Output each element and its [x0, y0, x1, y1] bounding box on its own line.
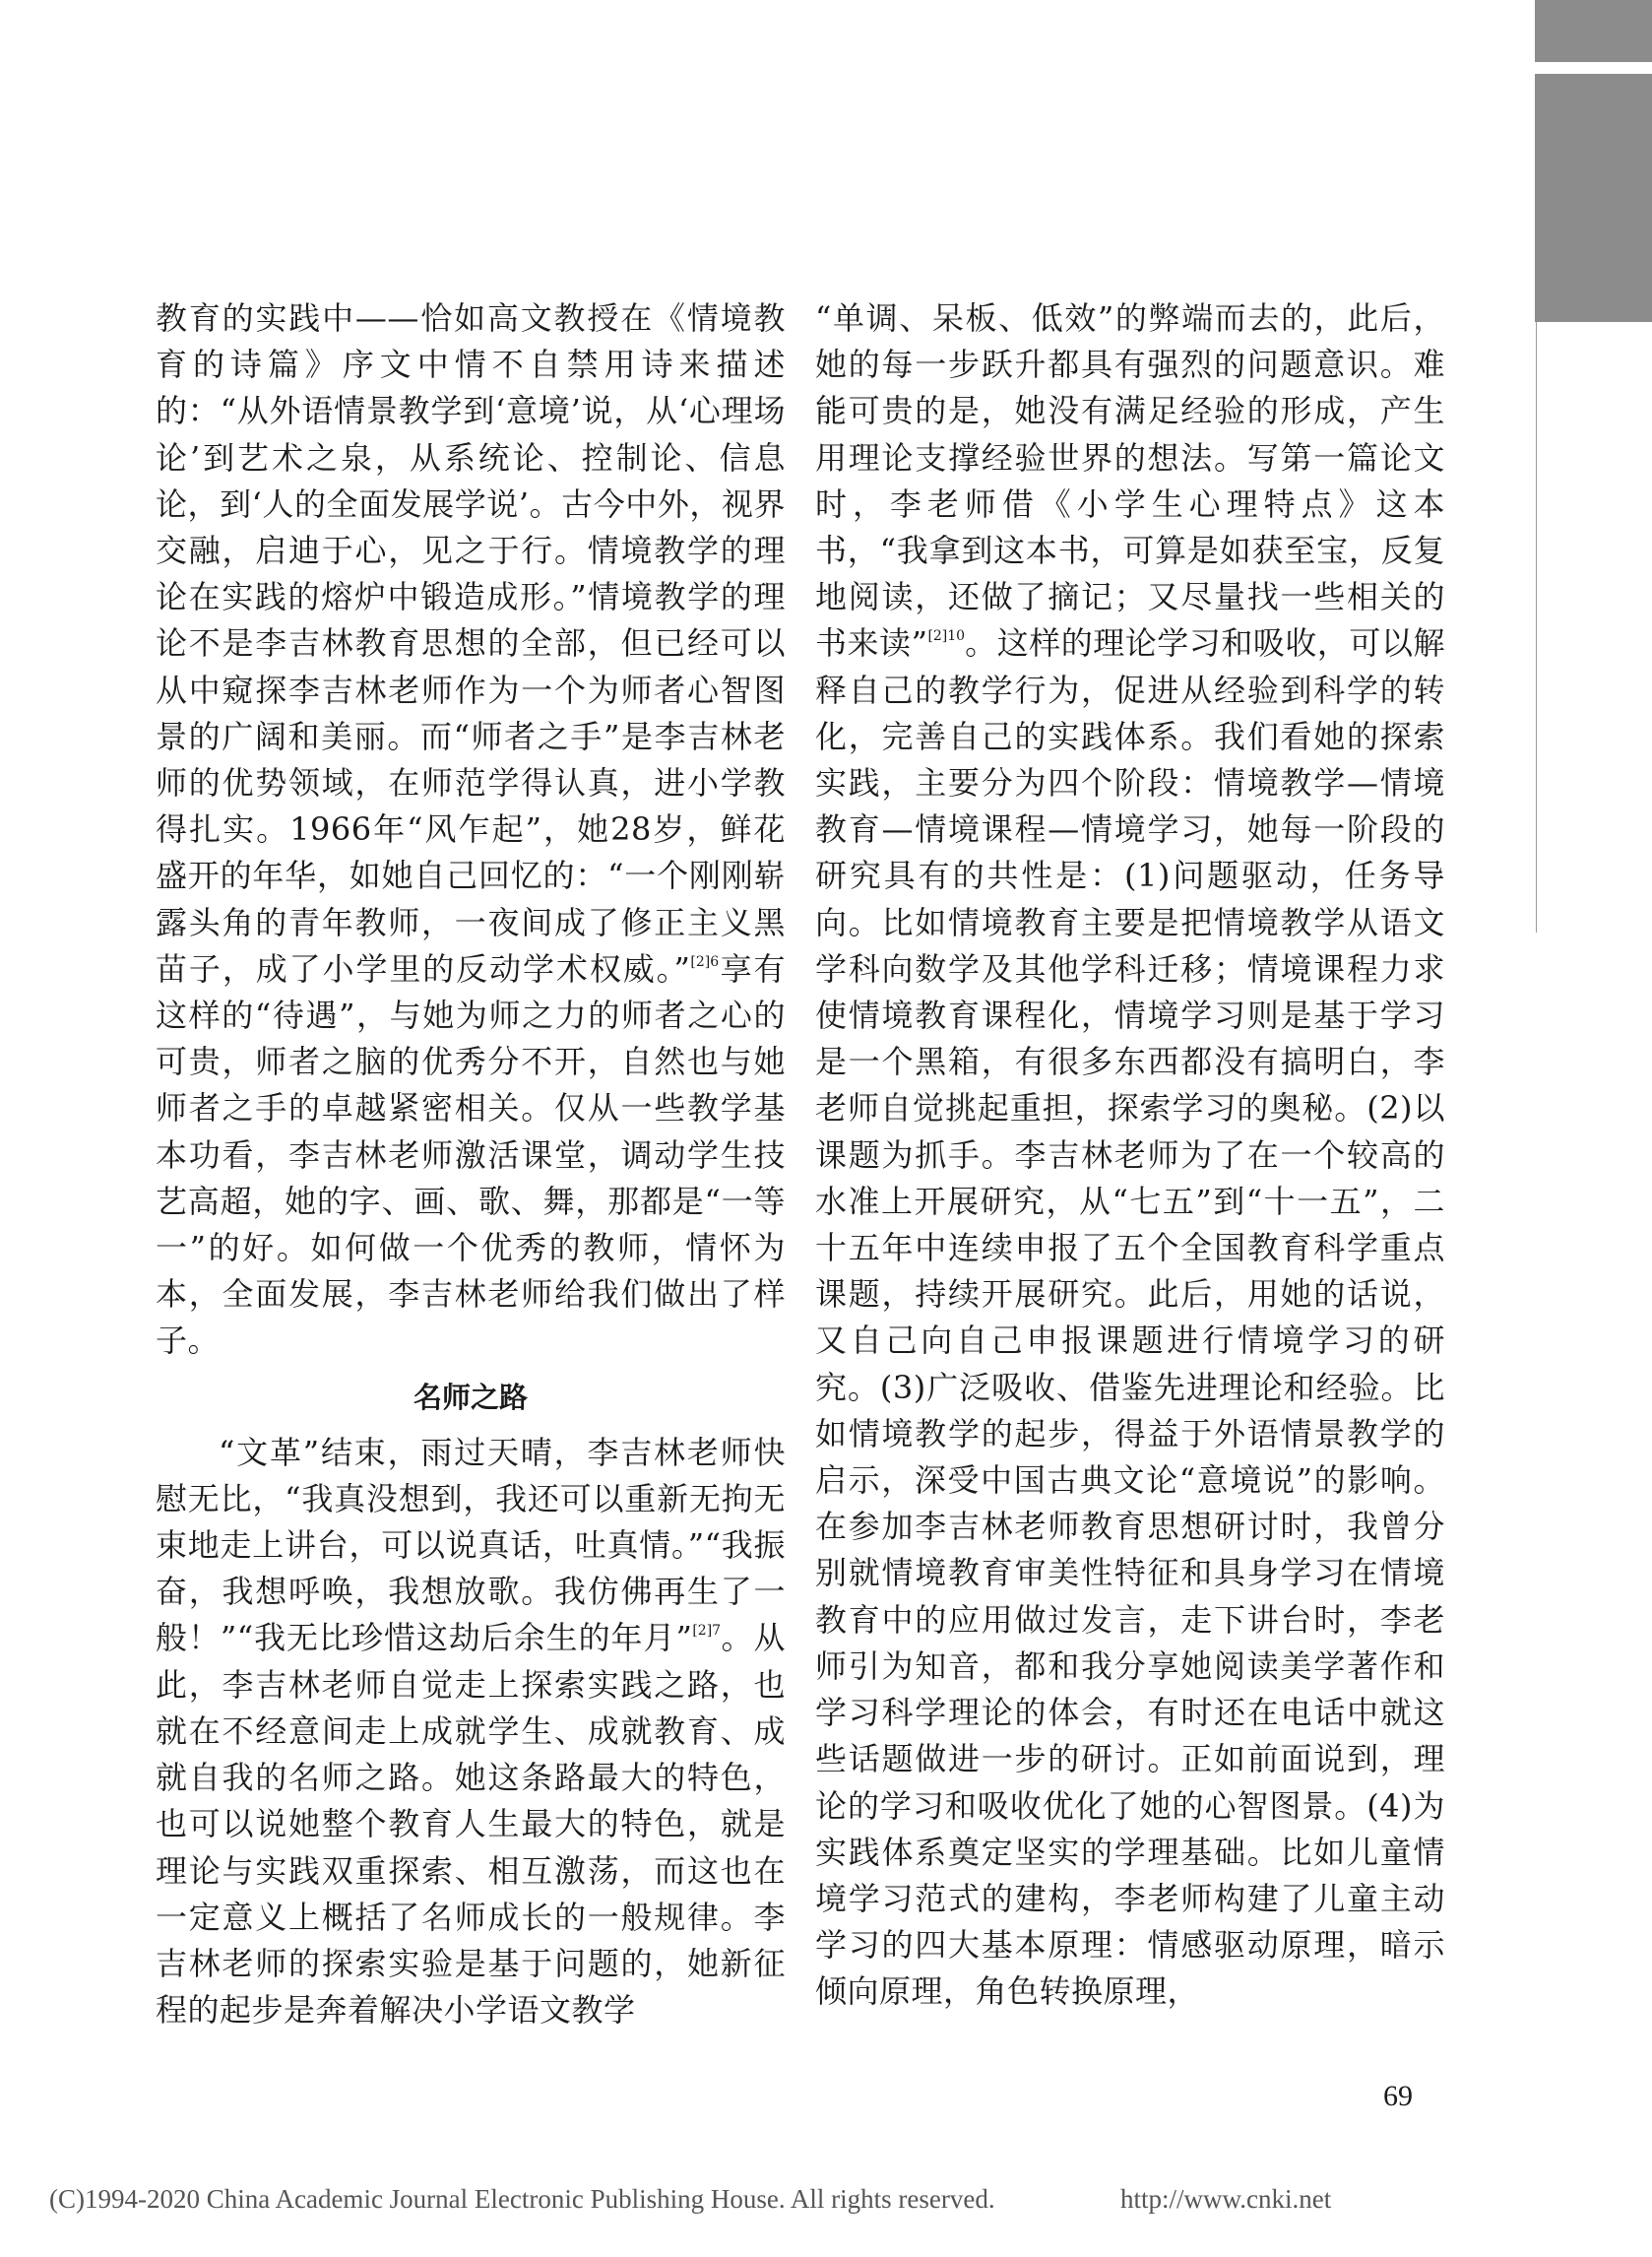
paragraph-text: 享有这样的“待遇”，与她为师之力的师者之心的可贵，师者之脑的优秀分不开，自然也与她师者之手的卓越紧密相关。仅从一些教学基本功看，李吉林老师激活课堂，调动学生技艺高超，她的字、画、歌、舞，那都是“一等一”的好。如何做一个优秀的教师，情怀为本，全面发展，李吉林老师给我们做出了样子。	[156, 949, 786, 1360]
citation-marker: [2]6	[690, 953, 720, 970]
body-paragraph	[815, 295, 1445, 2016]
body-paragraph	[156, 1430, 786, 2034]
body-paragraph	[156, 295, 786, 1365]
side-rule	[1536, 322, 1537, 933]
side-tab-marker	[1535, 74, 1652, 322]
paragraph-text: 。这样的理论学习和吸收，可以解释自己的教学行为，促进从经验到科学的转化，完善自己的实践体系。我们看她的探索实践，主要分为四个阶段：情境教学—情境教育—情境课程—情境学习，她每一阶段的研究具有的共性是：(1)问题驱动，任务导向。比如情境教育主要是把情境教学从语文学科向数学及其他学科迁移；情境课程力求使情境教育课程化，情境学习则是基于学习是一个黑箱，有很多东西都没有搞明白，李老师自觉挑起重担，探索学习的奥秘。(2)以课题为抓手。李吉林老师为了在一个较高的水准上开展研究，从“七五”到“十一五”，二十五年中连续申报了五个全国教育科学重点课题，持续开展研究。此后，用她的话说，又自己向自己申报课题进行情境学习的研究。(3)广泛吸收、借鉴先进理论和经验。比如情境教学的起步，得益于外语情景教学的启示，深受中国古典文论“意境说”的影响。在参加李吉林老师教育思想研讨时，我曾分别就情境教育审美性特征和具身学习在情境教育中的应用做过发言，走下讲台时，李老师引为知音，都和我分享她阅读美学著作和学习科学理论的体会，有时还在电话中就这些话题做进一步的研讨。正如前面说到，理论的学习和吸收优化了她的心智图景。(4)为实践体系奠定坚实的学理基础。比如儿童情境学习范式的建构，李老师构建了儿童主动学习的四大基本原理：情感驱动原理，暗示倾向原理，角色转换原理，	[815, 624, 1445, 2011]
page-number: 69	[1383, 2080, 1413, 2112]
left-column	[156, 295, 786, 2033]
paragraph-text: 教育的实践中——恰如高文教授在《情境教育的诗篇》序文中情不自禁用诗来描述的：“从外语情景教学到‘意境’说，从‘心理场论’到艺术之泉，从系统论、控制论、信息论，到‘人的全面发展学说’。古今中外，视界交融，启迪于心，见之于行。情境教学的理论在实践的熔炉中锻造成形。”情境教学的理论不是李吉林教育思想的全部，但已经可以从中窥探李吉林老师作为一个为师者心智图景的广阔和美丽。而“师者之手”是李吉林老师的优势领域，在师范学得认真，进小学教得扎实。1966年“风乍起”，她28岁，鲜花盛开的年华，如她自己回忆的：“一个刚刚崭露头角的青年教师，一夜间成了修正主义黑苗子，成了小学里的反动学术权威。”	[156, 299, 786, 988]
footer-url: http://www.cnki.net	[1120, 2184, 1332, 2214]
citation-marker: [2]10	[927, 628, 966, 645]
side-tab-marker-top	[1535, 0, 1652, 62]
paragraph-text: 。从此，李吉林老师自觉走上探索实践之路，也就在不经意间走上成就学生、成就教育、成就自我的名师之路。她这条路最大的特色，也可以说她整个教育人生最大的特色，就是理论与实践双重探索、相互激荡，而这也在一定意义上概括了名师成长的一般规律。李吉林老师的探索实验是基于问题的，她新征程的起步是奔着解决小学语文教学	[156, 1619, 786, 2030]
right-column	[815, 295, 1445, 2016]
paragraph-text: “单调、呆板、低效”的弊端而去的，此后，她的每一步跃升都具有强烈的问题意识。难能可贵的是，她没有满足经验的形成，产生用理论支撑经验世界的想法。写第一篇论文时，李老师借《小学生心理特点》这本书，“我拿到这本书，可算是如获至宝，反复地阅读，还做了摘记；又尽量找一些相关的书来读”	[815, 299, 1445, 663]
section-heading: 名师之路	[413, 1380, 528, 1414]
footer-copyright: (C)1994-2020 China Academic Journal Electronic Publishing House. All rights reserved.	[49, 2184, 995, 2214]
citation-marker: [2]7	[692, 1623, 722, 1640]
paragraph-text: “文革”结束，雨过天晴，李吉林老师快慰无比，“我真没想到，我还可以重新无拘无束地走上讲台，可以说真话，吐真情。”“我振奋，我想呼唤，我想放歌。我仿佛再生了一般！”“我无比珍惜这劫后余生的年月”	[156, 1433, 786, 1657]
